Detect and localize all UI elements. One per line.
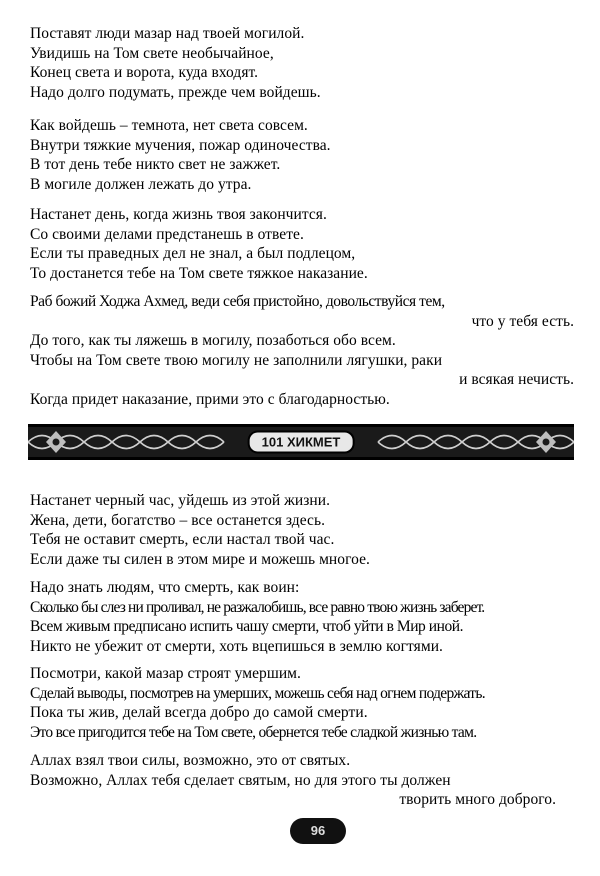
- verse-line: Как войдешь – темнота, нет света совсем.: [30, 117, 308, 134]
- verse-line: Всем живым предписано испить чашу смерти, чтоб уйти в Мир иной.: [30, 618, 464, 635]
- verse-line: Если даже ты силен в этом мире и можешь многое.: [30, 550, 370, 568]
- stanza-3: [30, 205, 578, 283]
- verse-line: Аллах взял твои силы, возможно, это от святых.: [30, 752, 351, 769]
- stanza-5: [30, 491, 578, 569]
- ornamental-banner: [28, 424, 574, 460]
- verse-line: В тот день тебе никто свет не зажжет.: [30, 156, 281, 173]
- verse-line: То достанется тебе на Том свете тяжкое наказание.: [30, 264, 368, 282]
- stanza-2: [30, 116, 578, 194]
- stanza-6: [30, 578, 578, 656]
- stanza-4: [30, 292, 578, 409]
- verse-line: До того, как ты ляжешь в могилу, позаботься обо всем.: [30, 332, 396, 349]
- verse-line: Сделай выводы, посмотрев на умерших, можешь себя над огнем подержать.: [30, 684, 485, 702]
- verse-line: Когда придет наказание, прими это с благодарностью.: [30, 390, 390, 408]
- verse-line: Чтобы на Том свете твою могилу не заполнили лягушки, раки: [30, 351, 443, 369]
- verse-line-continuation: творить много доброго.: [399, 791, 556, 808]
- verse-line: Жена, дети, богатство – все останется здесь.: [30, 511, 325, 529]
- verse-line: Если ты праведных дел не знал, а был подлецом,: [30, 245, 356, 262]
- page-number: 96: [290, 818, 346, 844]
- stanza-1: [30, 24, 578, 102]
- verse-line: Раб божий Ходжа Ахмед, веди себя пристойно, довольствуйся тем,: [30, 293, 445, 310]
- stanza-8: [30, 751, 578, 810]
- verse-line: Пока ты жив, делай всегда добро до самой смерти.: [30, 704, 368, 721]
- verse-line: Никто не убежит от смерти, хоть вцепишься в землю когтями.: [30, 637, 443, 655]
- verse-line-continuation: что у тебя есть.: [471, 312, 574, 330]
- stanza-7: [30, 664, 578, 742]
- verse-line: Настанет день, когда жизнь твоя закончится.: [30, 206, 327, 223]
- verse-line: Настанет черный час, уйдешь из этой жизни.: [30, 492, 331, 509]
- verse-line: Посмотри, какой мазар строят умершим.: [30, 665, 301, 682]
- verse-line: Увидишь на Том свете необычайное,: [30, 44, 274, 62]
- verse-line: Надо знать людям, что смерть, как воин:: [30, 579, 300, 596]
- verse-line: Конец света и ворота, куда входят.: [30, 64, 259, 81]
- verse-line: Надо долго подумать, прежде чем войдешь.: [30, 83, 321, 101]
- verse-line-continuation: и всякая нечисть.: [459, 371, 574, 388]
- verse-line: Сколько бы слез ни проливал, не разжалобишь, все равно твою жизнь заберет.: [30, 598, 485, 616]
- verse-line: Поставят люди мазар над твоей могилой.: [30, 25, 305, 42]
- verse-line: Внутри тяжкие мучения, пожар одиночества.: [30, 136, 331, 154]
- verse-line: Это все пригодится тебе на Том свете, обернется тебе сладкой жизнью там.: [30, 723, 477, 741]
- verse-line: Возможно, Аллах тебя сделает святым, но для этого ты должен: [30, 771, 451, 789]
- chapter-title: 101 ХИКМЕТ: [248, 431, 355, 454]
- verse-line: Тебя не оставит смерть, если настал твой час.: [30, 531, 335, 548]
- verse-line: Со своими делами предстанешь в ответе.: [30, 225, 304, 243]
- verse-line: В могиле должен лежать до утра.: [30, 175, 252, 193]
